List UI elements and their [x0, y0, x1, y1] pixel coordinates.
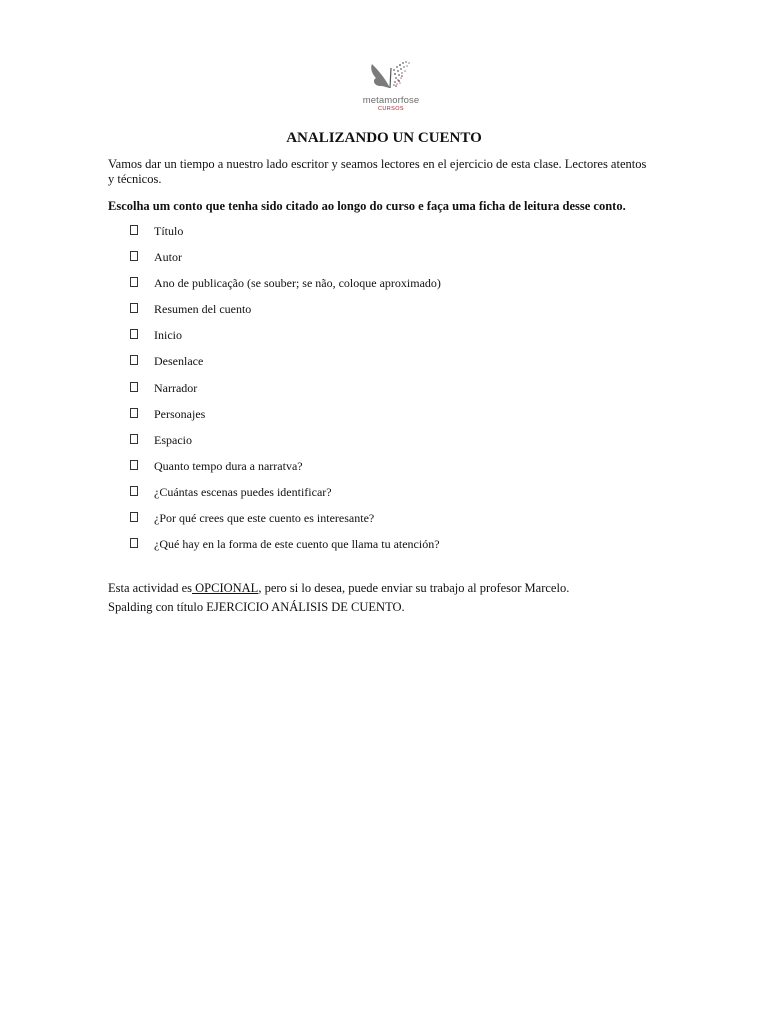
- checklist-item: [130, 511, 441, 537]
- checkbox-icon: [130, 355, 138, 365]
- optional-emphasis: OPCIONAL: [192, 581, 259, 595]
- checkbox-icon: [130, 382, 138, 392]
- checklist-item-label: ¿Qué hay en la forma de este cuento que llama tu atención?: [154, 537, 440, 552]
- checklist-item: [130, 433, 441, 459]
- checklist-item-label: Quanto tempo dura a narratva?: [154, 458, 303, 473]
- metamorfose-logo: [357, 58, 425, 118]
- checklist-item-label: Personajes: [154, 406, 206, 421]
- checklist-item: [130, 381, 441, 407]
- checkbox-icon: [130, 277, 138, 287]
- checklist-item-label: Resumen del cuento: [154, 302, 252, 317]
- checklist-item: [130, 276, 441, 302]
- checkbox-icon: [130, 512, 138, 522]
- checklist-item-label: Autor: [154, 250, 182, 265]
- checklist-item-label: Ano de publicação (se souber; se não, coloque aproximado): [154, 276, 441, 291]
- logo-subtitle: CURSOS: [378, 106, 404, 112]
- checklist-item: [130, 224, 441, 250]
- checklist-item: [130, 328, 441, 354]
- checklist-item: [130, 537, 441, 563]
- checkbox-icon: [130, 486, 138, 496]
- checklist-item: [130, 302, 441, 328]
- checkbox-icon: [130, 251, 138, 261]
- checkbox-icon: [130, 408, 138, 418]
- checklist-item: [130, 250, 441, 276]
- checklist-item-label: Inicio: [154, 328, 182, 343]
- butterfly-icon: [366, 58, 416, 96]
- page-title: ANALIZANDO UN CUENTO: [286, 130, 482, 146]
- footer-note: [108, 579, 668, 617]
- checkbox-icon: [130, 538, 138, 548]
- intro-paragraph: Vamos dar un tiempo a nuestro lado escritor y seamos lectores en el ejercicio de esta clase. Lectores atentos y técnicos.: [108, 157, 647, 186]
- checklist-item: [130, 407, 441, 433]
- reading-checklist: [130, 224, 441, 563]
- checkbox-icon: [130, 225, 138, 235]
- instruction-paragraph: Escolha um conto que tenha sido citado ao longo do curso e faça uma ficha de leitura desse conto.: [108, 199, 626, 213]
- logo-wordmark: metamorfose: [362, 95, 420, 106]
- checkbox-icon: [130, 434, 138, 444]
- checkbox-icon: [130, 329, 138, 339]
- checklist-item-label: Espacio: [154, 432, 192, 447]
- checklist-item-label: ¿Cuántas escenas puedes identificar?: [154, 484, 332, 499]
- checklist-item: [130, 354, 441, 380]
- checkbox-icon: [130, 460, 138, 470]
- checklist-item-label: ¿Por qué crees que este cuento es interesante?: [154, 511, 375, 526]
- checklist-item: [130, 485, 441, 511]
- checklist-item-label: Título: [154, 224, 184, 238]
- footer-text-before: Esta actividad es: [108, 581, 192, 595]
- checkbox-icon: [130, 303, 138, 313]
- checklist-item-label: Narrador: [154, 380, 198, 395]
- footer-text-line2: Spalding con título EJERCICIO ANÁLISIS DE CUENTO.: [108, 600, 405, 614]
- footer-text-after: , pero si lo desea, puede enviar su trabajo al profesor Marcelo.: [258, 581, 570, 595]
- checklist-item: [130, 459, 441, 485]
- checklist-item-label: Desenlace: [154, 354, 204, 369]
